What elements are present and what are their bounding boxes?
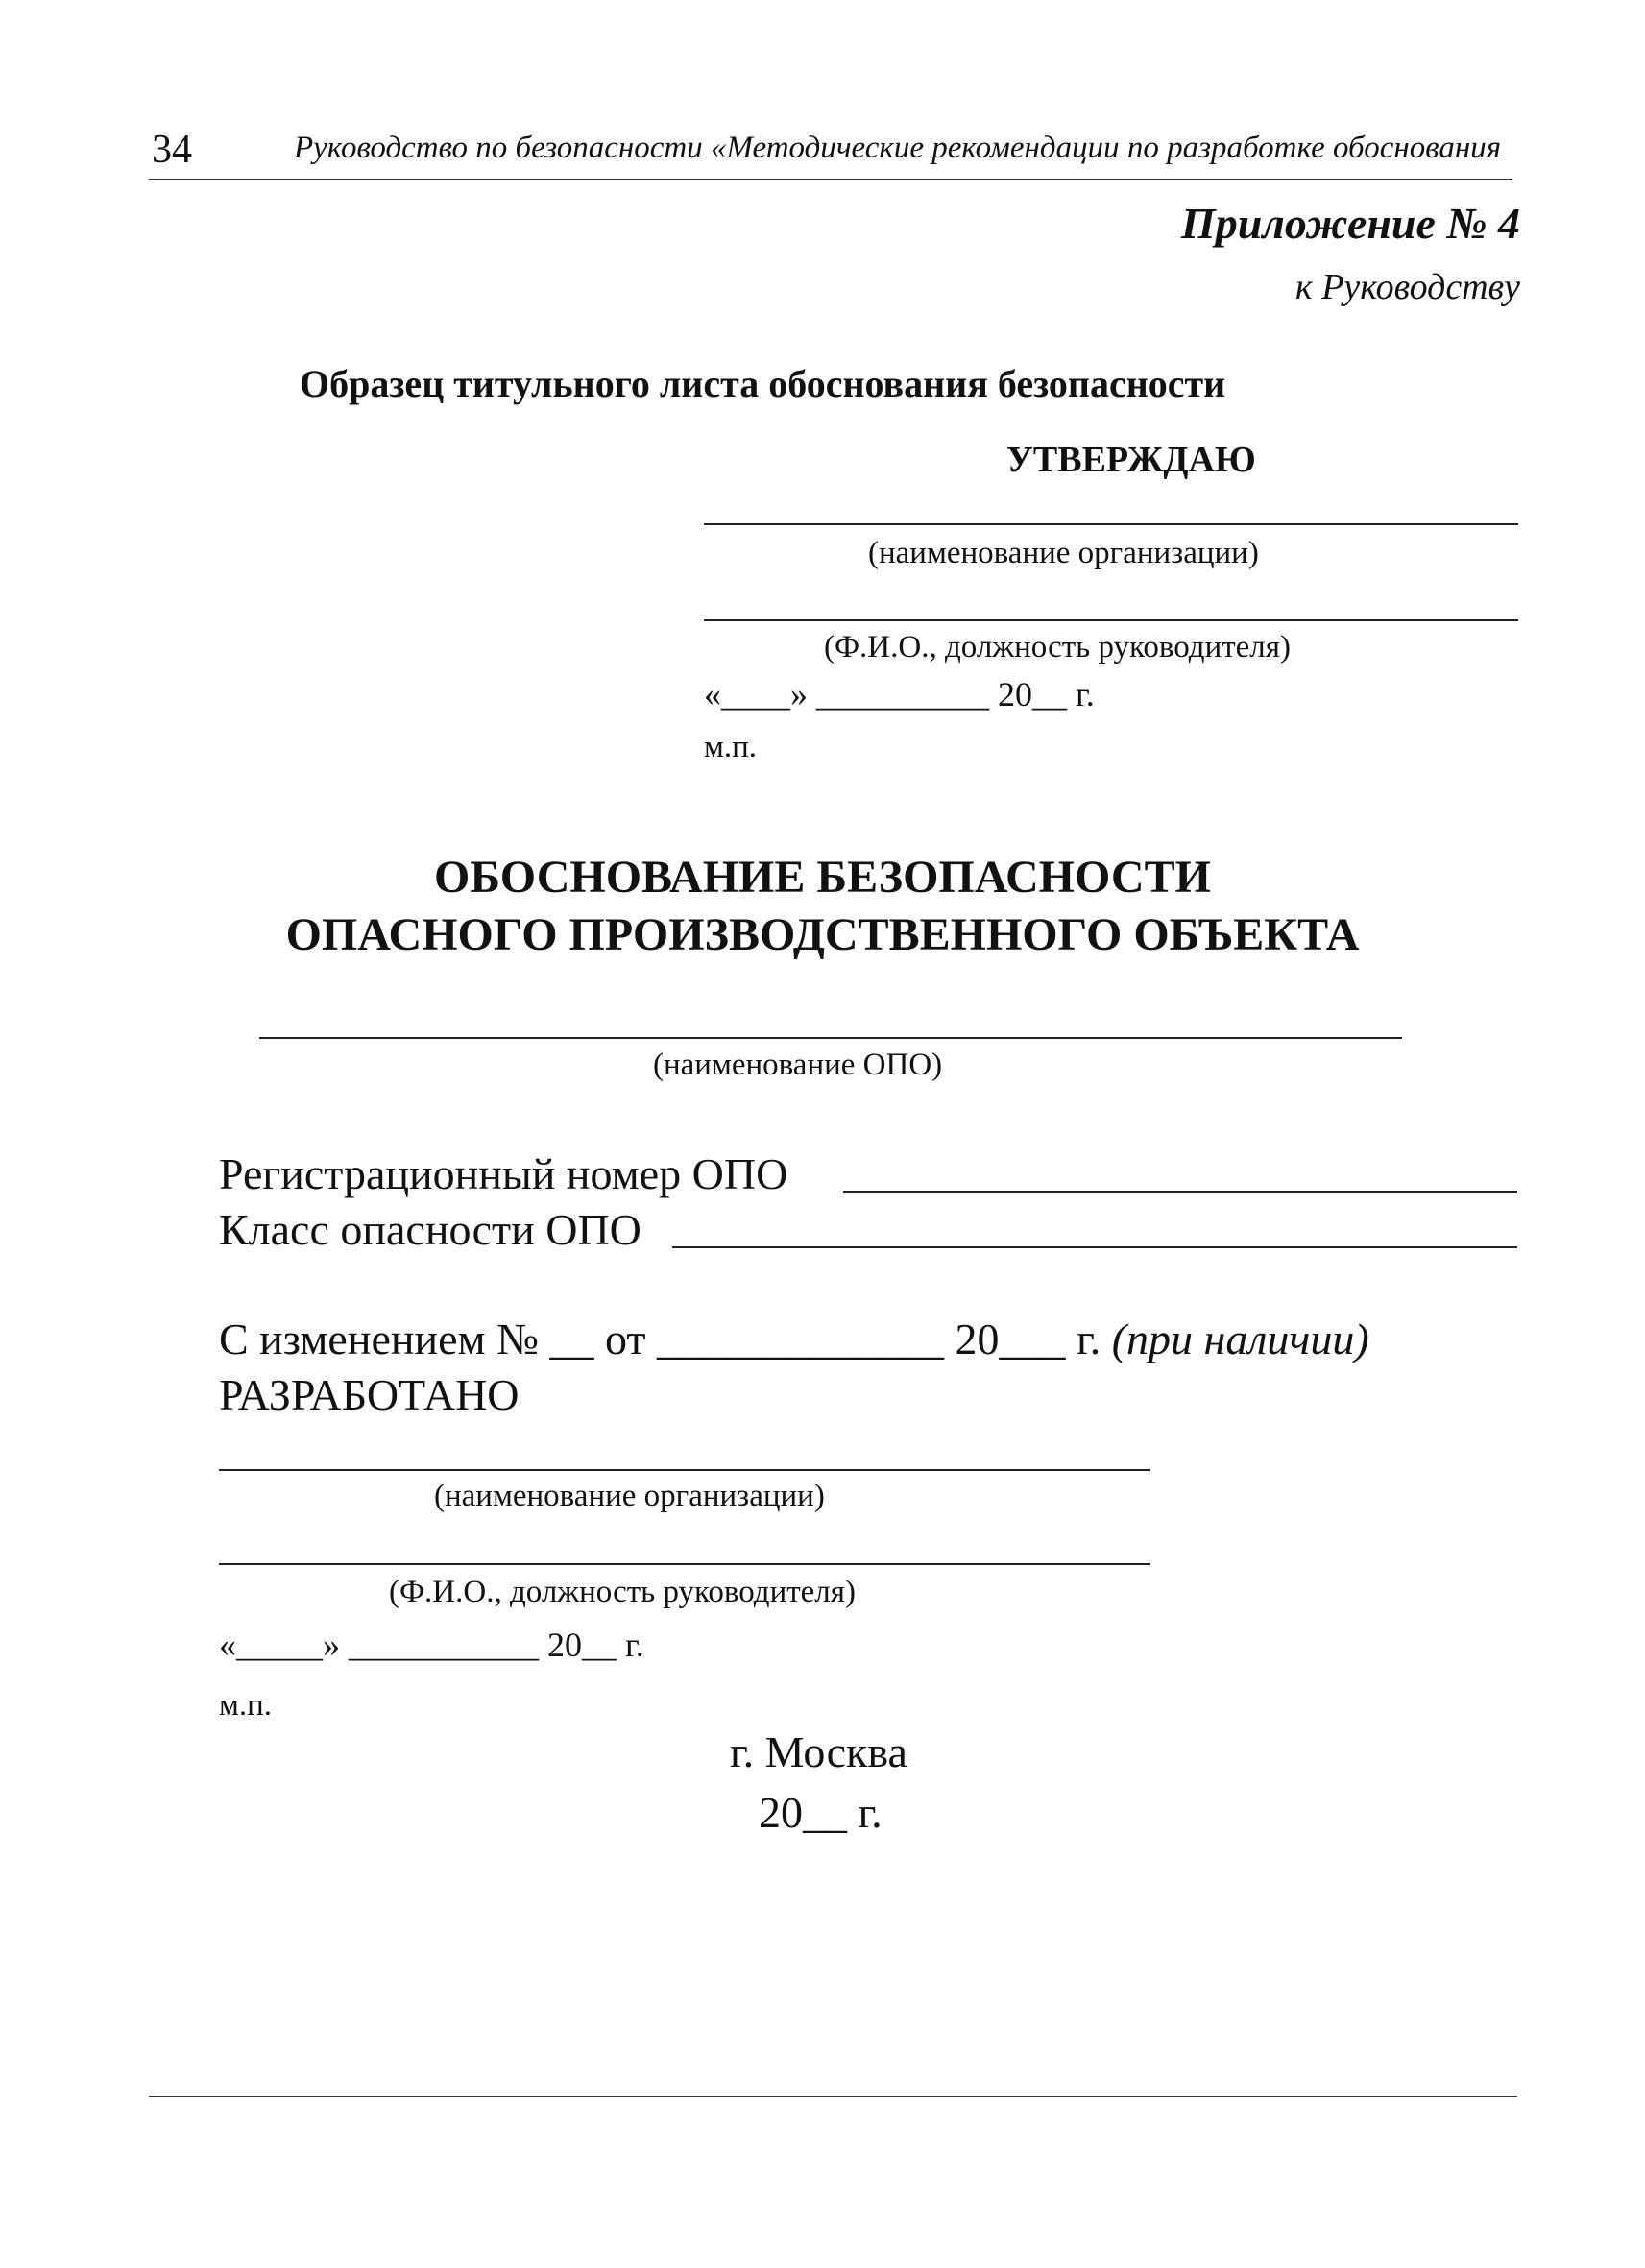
developed-stamp: м.п.: [219, 1688, 273, 1723]
hazard-class-label: Класс опасности ОПО: [219, 1205, 641, 1254]
running-title: Руководство по безопасности «Методические рекомендации по разработке обоснования: [294, 131, 1502, 165]
hazard-class-line: [672, 1246, 1517, 1248]
appendix-subtitle: к Руководству: [1294, 267, 1520, 307]
developed-head-line: [219, 1563, 1150, 1565]
sample-title: Образец титульного листа обоснования безопасности: [300, 362, 1226, 405]
main-title-line-2: ОПАСНОГО ПРОИЗВОДСТВЕННОГО ОБЪЕКТА: [285, 909, 1360, 960]
approval-stamp: м.п.: [704, 730, 758, 764]
developed-heading: РАЗРАБОТАНО: [219, 1370, 520, 1419]
opo-name-caption: (наименование ОПО): [653, 1048, 943, 1082]
reg-number-label: Регистрационный номер ОПО: [219, 1149, 788, 1198]
developed-head-caption: (Ф.И.О., должность руководителя): [389, 1575, 856, 1609]
developed-org-caption: (наименование организации): [434, 1479, 825, 1513]
year: 20__ г.: [759, 1788, 883, 1837]
appendix-title: Приложение № 4: [1180, 199, 1520, 248]
opo-name-line: [259, 1037, 1402, 1039]
city: г. Москва: [730, 1727, 907, 1776]
approval-org-caption: (наименование организации): [868, 536, 1259, 570]
main-title-line-1: ОБОСНОВАНИЕ БЕЗОПАСНОСТИ: [434, 852, 1211, 903]
header-rule: [149, 179, 1512, 180]
amendment-line: [219, 1317, 1369, 1362]
amendment-text: С изменением № __ от _____________ 20___ г.: [219, 1315, 1101, 1363]
reg-number-line: [843, 1191, 1517, 1193]
approval-org-line: [704, 523, 1518, 525]
amendment-note: (при наличии): [1111, 1315, 1369, 1363]
approval-head-caption: (Ф.И.О., должность руководителя): [824, 630, 1291, 664]
page-number: 34: [152, 128, 192, 172]
footer-rule: [149, 2096, 1517, 2097]
approval-head-line: [704, 619, 1518, 621]
developed-date: «_____» ___________ 20__ г.: [219, 1626, 644, 1664]
approval-date: «____» __________ 20__ г.: [704, 675, 1095, 713]
developed-org-line: [219, 1469, 1150, 1471]
approval-heading: УТВЕРЖДАЮ: [1006, 440, 1256, 480]
